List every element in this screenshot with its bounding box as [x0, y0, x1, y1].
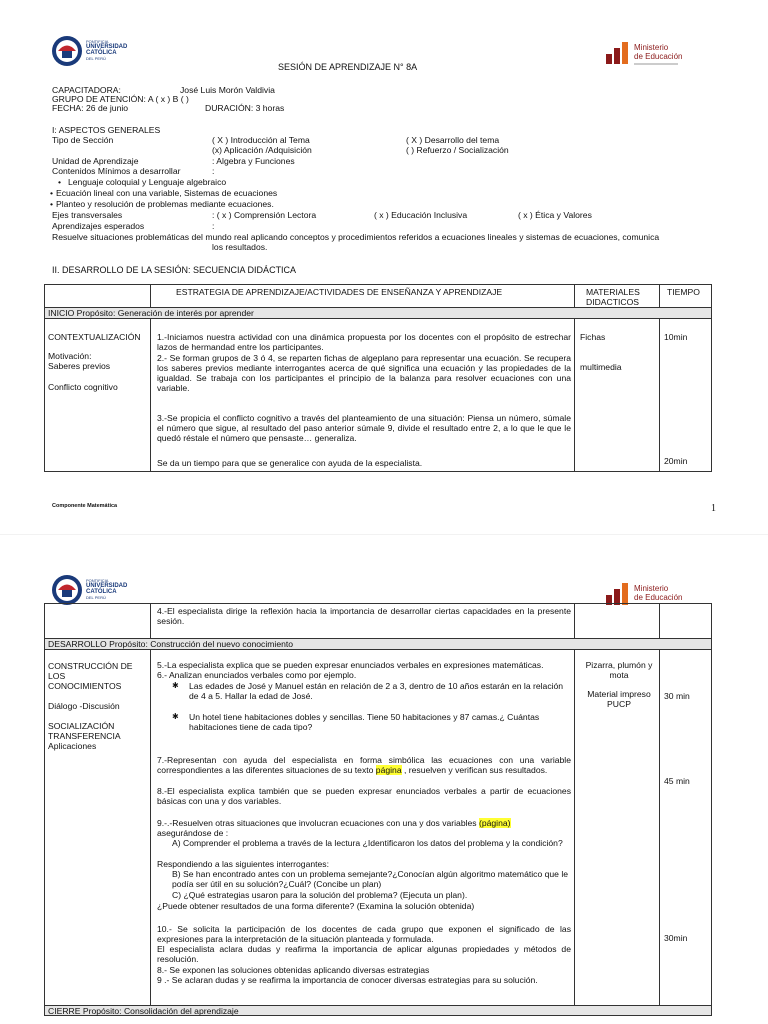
step-c: C) ¿Qué estrategias usaron para la solución del problema? (Ejecuta un plan).	[172, 890, 468, 900]
pucp-line-2: UNIVERSIDAD	[86, 44, 128, 50]
pucp-logo	[50, 34, 142, 68]
contenidos-label: Contenidos Mínimos a desarrollar	[52, 166, 181, 176]
table-divider	[659, 649, 660, 1005]
table-divider	[44, 318, 712, 319]
ministerio-bars-icon	[606, 583, 632, 605]
pucp-line-3: CATÓLICA	[86, 50, 117, 56]
pucp-line-2: UNIVERSIDAD	[86, 583, 128, 589]
desarrollo-purpose: Propósito: Construcción del nuevo conocimiento	[106, 639, 294, 649]
ministerio-tagline-line	[634, 63, 678, 65]
bullet-star-icon: ✱	[172, 681, 179, 690]
activity-9	[157, 818, 571, 828]
aprendizajes-label: Aprendizajes esperados	[52, 221, 145, 231]
left-conflicto: Conflicto cognitivo	[48, 382, 118, 392]
step-b: B) Se han encontrado antes con un problema semejante?¿Conocían algún algoritmo matemático que le podía ser útil en su solución?¿Cuál? (Concibe un plan)	[172, 869, 569, 889]
cierre-label: CIERRE	[48, 1006, 81, 1016]
inicio-label: INICIO	[48, 308, 75, 318]
contenido-text-2: Ecuación lineal con una variable, Sistemas de ecuaciones	[56, 188, 278, 198]
ministerio-line-2: de Educación	[634, 52, 683, 61]
session-title: SESIÓN DE APRENDIZAJE N° 8A	[278, 62, 418, 72]
time-45min: 45 min	[664, 776, 690, 786]
activity-7-text: 7.-Representan con ayuda del especialista en forma simbólica las ecuaciones con una variable correspondientes a las diferentes situaciones de su texto	[157, 755, 571, 775]
page-break	[0, 534, 768, 566]
activity-9b: 9 .- Se aclaran dudas y se reafirma la importancia de conocer diversas estrategias para su solución.	[157, 975, 538, 985]
time-10min: 10min	[664, 332, 688, 342]
aprendizajes-text-2: los resultados.	[212, 242, 268, 252]
desarrollo-label: DESARROLLO	[48, 639, 107, 649]
ministerio-bars-icon	[606, 42, 632, 64]
ejes-label: Ejes transversales	[52, 210, 123, 220]
respondiendo: Respondiendo a las siguientes interrogantes:	[157, 859, 329, 869]
tipo-option-4: ( ) Refuerzo / Socialización	[406, 145, 509, 155]
material-impreso: Material impreso PUCP	[587, 689, 651, 709]
tipo-label: Tipo de Sección	[52, 135, 114, 145]
desarrollo-row	[48, 639, 293, 649]
desarrollo-heading: II. DESARROLLO DE LA SESIÓN: SECUENCIA DIDÁCTICA	[52, 265, 297, 275]
aprendizajes-text-1: Resuelve situaciones problemáticas del mundo real aplicando conceptos y procedimientos referidos a ecuaciones lineales y sistemas de ecuaciones, comunica	[52, 232, 660, 242]
tipo-option-3: ( X ) Desarrollo del tema	[406, 135, 500, 145]
activity-10: 10.- Se solicita la participación de los docentes de cada grupo que exponen el significado de las expresiones para la interpretación de la situación planteada y formulada.	[157, 924, 571, 944]
pucp-seal-icon	[50, 34, 84, 68]
table-divider	[659, 603, 660, 638]
pucp-line-3: CATÓLICA	[86, 589, 117, 595]
table-divider	[150, 318, 151, 472]
ejes-option-3: ( x ) Ética y Valores	[518, 210, 592, 220]
contenido-text-3: Planteo y resolución de problemas mediante ecuaciones.	[56, 199, 274, 209]
activity-4: 4.-El especialista dirige la reflexión hacia la importancia de desarrollar ciertas capacidades en la presente sesión.	[157, 606, 571, 626]
fecha-label: FECHA:	[52, 103, 84, 113]
footer-page-number: 1	[711, 503, 716, 514]
table-divider	[574, 318, 575, 472]
activity-10-note: El especialista aclara dudas y reafirma la importancia de aplicar algunas propiedades y métodos de resolución.	[157, 944, 571, 964]
left-conocimientos: CONOCIMIENTOS	[48, 681, 122, 691]
material-pizarra: Pizarra, plumón y mota	[585, 660, 653, 680]
activity-3-note: Se da un tiempo para que se generalice con ayuda de la especialista.	[157, 458, 423, 468]
example-2: Un hotel tiene habitaciones dobles y sencillas. Tiene 50 habitaciones y 87 camas.¿ Cuántas habitaciones tiene de cada tipo?	[189, 712, 540, 732]
footer-component: Componente Matemática	[52, 503, 118, 509]
step-a: A) Comprender el problema a través de la lectura ¿Identificaron los datos del problema y la condición?	[172, 838, 563, 848]
contenido-item: • Lenguaje coloquial y Lenguaje algebraico	[58, 177, 227, 187]
cierre-purpose: Propósito: Consolidación del aprendizaje	[80, 1006, 239, 1016]
table-divider	[659, 284, 660, 307]
contenido-item: • Planteo y resolución de problemas mediante ecuaciones.	[50, 199, 274, 209]
material-fichas: Fichas	[580, 332, 606, 342]
left-dialogo: Diálogo -Discusión	[48, 701, 120, 711]
table-divider	[659, 318, 660, 472]
activity-9-text: 9.-.-Resuelven otras situaciones que involucran ecuaciones con una y dos variables	[157, 818, 477, 828]
left-transferencia: TRANSFERENCIA	[48, 731, 121, 741]
contenido-text-1: Lenguaje coloquial y Lenguaje algebraico	[68, 177, 227, 187]
time-30min-b: 30min	[664, 933, 688, 943]
duracion: DURACIÓN: 3 horas	[205, 103, 285, 113]
activity-8: 8.-El especialista explica también que se pueden expresar enunciados verbales a partir de ecuaciones básicas con una y dos variables.	[157, 786, 571, 806]
ministerio-line-2: de Educación	[634, 593, 683, 602]
table-divider	[150, 284, 151, 307]
ejes-option-1: : ( x ) Comprensión Lectora	[212, 210, 317, 220]
pucp-line-4: DEL PERÚ	[86, 56, 106, 61]
left-construccion: CONSTRUCCIÓN DE	[48, 661, 133, 671]
pucp-line-4: DEL PERÚ	[86, 595, 106, 600]
page-highlight: página	[375, 765, 402, 775]
aprendizajes-colon: :	[212, 221, 215, 231]
ejes-option-2: ( x ) Educación Inclusiva	[374, 210, 468, 220]
ministerio-line-1: Ministerio	[634, 43, 669, 52]
activity-7-end: , resuelven y verifican sus resultados.	[401, 765, 548, 775]
activity-8b: 8.- Se exponen las soluciones obtenidas aplicando diversas estrategias	[157, 965, 430, 975]
ministerio-logo	[606, 42, 706, 72]
inicio-row	[48, 308, 254, 318]
bullet-star-icon: ✱	[172, 712, 179, 721]
fecha-value: 26 de junio	[86, 103, 129, 113]
activity-7	[157, 755, 571, 775]
tipo-option-2: (x) Aplicación /Adquisición	[212, 145, 312, 155]
table-divider	[44, 649, 712, 650]
contenido-item: • Ecuación lineal con una variable, Sistemas de ecuaciones	[50, 188, 278, 198]
step-d: ¿Puede obtener resultados de una forma diferente? (Examina la solución obtenida)	[157, 901, 475, 911]
inicio-purpose: Propósito: Generación de interés por aprender	[74, 308, 254, 318]
unidad-value: : Algebra y Funciones	[212, 156, 295, 166]
grupo-atencion: GRUPO DE ATENCIÓN: A ( x ) B ( )	[52, 94, 189, 104]
activity-3: 3.-Se propicia el conflicto cognitivo a través del planteamiento de una situación: Piensa un número, súmale el número que sigue, al resultado del paso anterior súmale 9, divide el resultado entre 2, a lo que le que le quedó réstale el número que pensaste… generaliza.	[157, 413, 571, 443]
time-20min: 20min	[664, 456, 688, 466]
col-header-tiempo: TIEMPO	[667, 287, 700, 297]
pucp-logo	[50, 573, 142, 607]
table-divider	[574, 603, 575, 638]
contenidos-colon: :	[212, 166, 215, 176]
activity-1: 1.-Iniciamos nuestra actividad con una dinámica propuesta por los docentes con el propósito de estrechar lazos de hermandad entre los participantes.	[157, 332, 571, 352]
capacitadora-value: José Luis Morón Valdivia	[180, 85, 275, 95]
col-header-materiales-1: MATERIALES	[586, 287, 640, 297]
left-saberes: Saberes previos	[48, 361, 111, 371]
pucp-line-1: PONTIFICIA	[86, 39, 109, 44]
cierre-row	[48, 1006, 239, 1016]
left-aplicaciones: Aplicaciones	[48, 741, 97, 751]
col-header-materiales-2: DIDACTICOS	[586, 297, 639, 307]
left-contextualizacion: CONTEXTUALIZACIÓN	[48, 332, 141, 342]
left-los: LOS	[48, 671, 66, 681]
table-divider	[150, 649, 151, 1005]
ministerio-line-1: Ministerio	[634, 584, 669, 593]
activity-6: 6.- Analizan enunciados verbales como por ejemplo.	[157, 670, 357, 680]
activity-9-sub: asegurándose de :	[157, 828, 229, 838]
table-divider	[574, 284, 575, 307]
material-multimedia: multimedia	[580, 362, 622, 372]
page-highlight: (página)	[478, 818, 511, 828]
table-divider	[150, 603, 151, 638]
aspectos-heading: I: ASPECTOS GENERALES	[52, 125, 161, 135]
page-2	[0, 565, 768, 1024]
table-divider	[574, 649, 575, 1005]
unidad-label: Unidad de Aprendizaje	[52, 156, 139, 166]
pucp-seal-icon	[50, 573, 84, 607]
example-1: Las edades de José y Manuel están en relación de 2 a 3, dentro de 10 años estarán en la relación de 4 a 5. Hallar la edad de José.	[189, 681, 564, 701]
tipo-option-1: ( X ) Introducción al Tema	[212, 135, 310, 145]
time-30min: 30 min	[664, 691, 690, 701]
left-motivacion: Motivación:	[48, 351, 92, 361]
activity-5: 5.-La especialista explica que se pueden expresar enunciados verbales en expresiones matemáticas.	[157, 660, 544, 670]
capacitadora-label: CAPACITADORA:	[52, 85, 121, 95]
left-socializacion: SOCIALIZACIÓN	[48, 721, 115, 731]
pucp-line-1: PONTIFICIA	[86, 578, 109, 583]
activity-2: 2.- Se forman grupos de 3 ó 4, se reparten fichas de algeplano para representar una ecuación. Se recupera los saberes previos mediante interrogantes acerca de qué significa una ecuación y las propiedades de la igualdad. Se trabaja con los participantes el principio de la balanza para resolver ecuaciones con una variable.	[157, 353, 571, 393]
col-header-estrategia: ESTRATEGIA DE APRENDIZAJE/ACTIVIDADES DE ENSEÑANZA Y APRENDIZAJE	[176, 287, 503, 297]
